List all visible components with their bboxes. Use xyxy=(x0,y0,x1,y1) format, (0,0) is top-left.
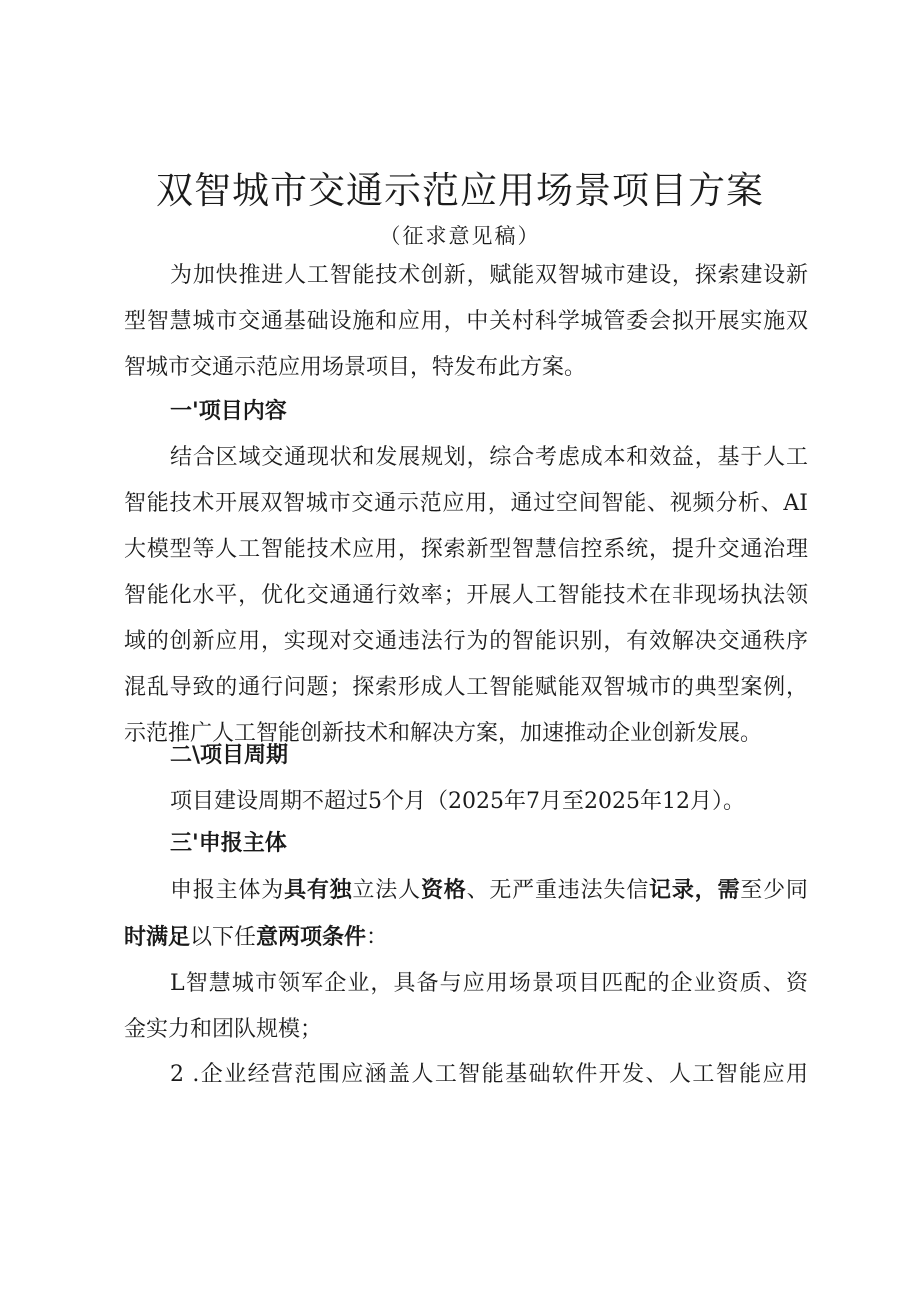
section1-heading: 一'项目内容 xyxy=(170,399,287,424)
section1-line-2: 智能技术开展双智城市交通示范应用，通过空间智能、视频分析、AI xyxy=(124,491,808,516)
section1-line-7: 示范推广人工智能创新技术和解决方案，加速推动企业创新发展。 xyxy=(124,721,763,746)
section3-paragraph-line-1: 申报主体为具有独立法人资格、无严重违法失信记录，需至少同 xyxy=(170,878,808,903)
intro-line-1: 为加快推进人工智能技术创新，赋能双智城市建设，探索建设新 xyxy=(170,263,808,288)
section1-line-4: 智能化水平，优化交通通行效率；开展人工智能技术在非现场执法领 xyxy=(124,583,808,608)
section1-line-1: 结合区域交通现状和发展规划，综合考虑成本和效益，基于人工 xyxy=(170,445,808,470)
section1-line-6: 混乱导致的通行问题；探索形成人工智能赋能双智城市的典型案例， xyxy=(124,675,808,700)
section1-line-5: 域的创新应用，实现对交通违法行为的智能识别，有效解决交通秩序 xyxy=(124,629,808,654)
section1-line-3: 大模型等人工智能技术应用，探索新型智慧信控系统，提升交通治理 xyxy=(124,537,808,562)
document-subtitle: （征求意见稿） xyxy=(379,224,541,248)
section3-item1-line-2: 金实力和团队规模； xyxy=(124,1017,323,1042)
section2-line: 项目建设周期不超过5个月（2025年7月至2025年12月）。 xyxy=(170,789,745,814)
section3-paragraph-line-2: 时满足以下任意两项条件： xyxy=(124,925,389,950)
intro-line-2: 型智慧城市交通基础设施和应用，中关村科学城管委会拟开展实施双 xyxy=(124,309,808,334)
section3-item2-line-1: 2 .企业经营范围应涵盖人工智能基础软件开发、人工智能应用 xyxy=(170,1062,808,1087)
intro-line-3: 智城市交通示范应用场景项目，特发布此方案。 xyxy=(124,355,587,380)
section2-heading: 二\项目周期 xyxy=(170,743,289,768)
section3-heading: 三'申报主体 xyxy=(170,831,287,856)
section3-item1-line-1: L智慧城市领军企业，具备与应用场景项目匹配的企业资质、资 xyxy=(170,971,808,996)
document-title: 双智城市交通示范应用场景项目方案 xyxy=(156,169,764,212)
